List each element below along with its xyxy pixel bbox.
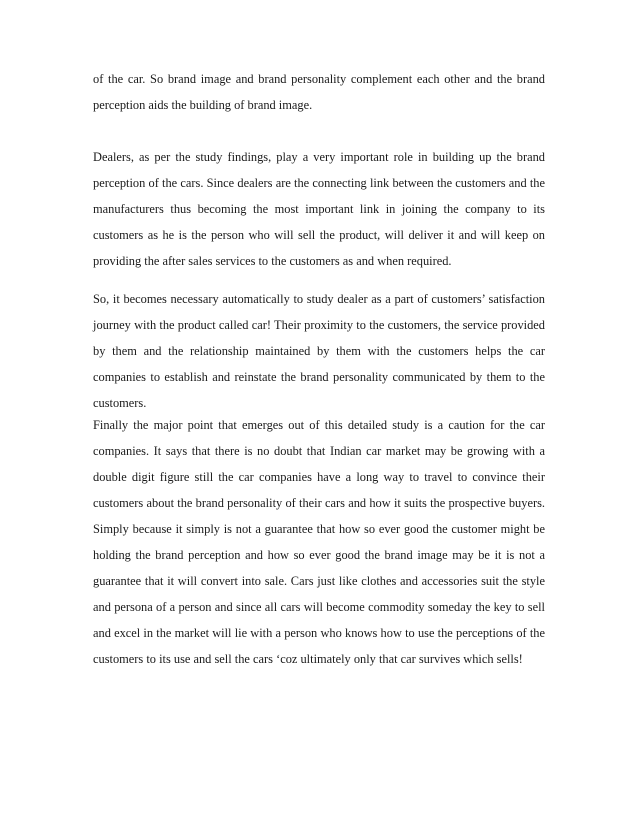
paragraph-customer-satisfaction: [93, 286, 545, 416]
paragraph-text: So, it becomes necessary automatically to study dealer as a part of customers’ satisfaction journey with the product called car! Their proximity to the customers, the service provided by them and the relationship maintained by them with the customers helps the car companies to establish and reinstate the brand personality communicated by them to the customers.: [93, 292, 545, 410]
paragraph-text: of the car. So brand image and brand personality complement each other and the brand perception aids the building of brand image.: [93, 72, 545, 112]
paragraph-brand-image: [93, 66, 545, 118]
paragraph-conclusion: [93, 412, 545, 672]
paragraph-dealers: [93, 144, 545, 274]
paragraph-text: Finally the major point that emerges out of this detailed study is a caution for the car companies. It says that there is no doubt that Indian car market may be growing with a double digit figure still the car companies have a long way to travel to convince their customers about the brand personality of their cars and how it suits the prospective buyers. Simply because it simply is not a guarantee that how so ever good the customer might be holding the brand perception and how so ever good the brand image may be it is not a guarantee that it will convert into sale. Cars just like clothes and accessories suit the style and persona of a person and since all cars will become commodity someday the key to sell and excel in the market will lie with a person who knows how to use the perceptions of the customers to its use and sell the cars ‘coz ultimately only that car survives which sells!: [93, 418, 545, 666]
paragraph-text: Dealers, as per the study findings, play a very important role in building up the brand perception of the cars. Since dealers are the connecting link between the customers and the manufacturers thus becoming the most important link in joining the company to its customers as he is the person who will sell the product, will deliver it and will keep on providing the after sales services to the customers as and when required.: [93, 150, 545, 268]
